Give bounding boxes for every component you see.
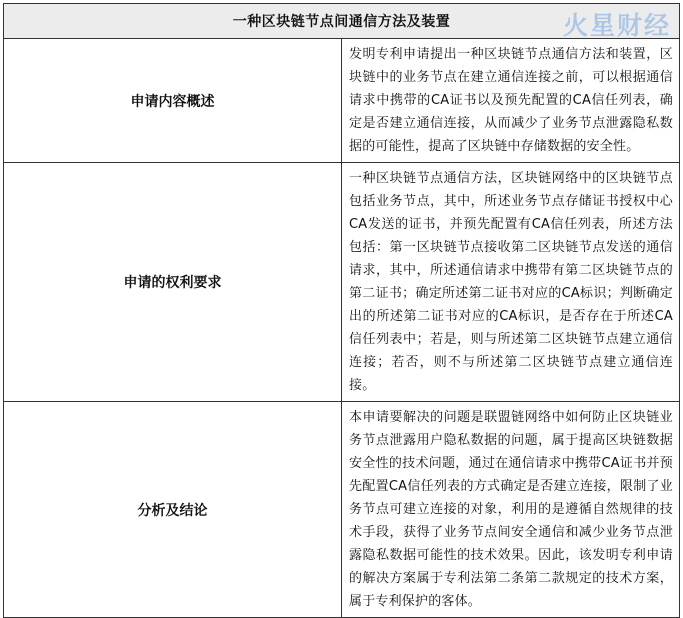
table-row: [4, 39, 680, 163]
table-title: 一种区块链节点间通信方法及装置: [4, 4, 680, 39]
row-text: 一种区块链节点通信方法，区块链网络中的区块链节点包括业务节点，其中，所述业务节点存储证书授权中心CA发送的证书，并预先配置有CA信任列表，所述方法包括：第一区块链节点接收第二区块链节点发送的通信请求，其中，所述通信请求中携带有第二区块链节点的第二证书；确定所述第二证书对应的CA标识；判断确定出的所述第二证书对应的CA标识，是否存在于所述CA信任列表中；若是，则与所述第二区块链节点建立通信连接；若否，则不与所述第二区块链节点建立通信连接。: [342, 163, 680, 402]
table-row: [4, 163, 680, 402]
row-label: 申请内容概述: [4, 39, 342, 163]
row-label: 申请的权利要求: [4, 163, 342, 402]
row-text: 本申请要解决的问题是联盟链网络中如何防止区块链业务节点泄露用户隐私数据的问题，属于提高区块链数据安全性的技术问题，通过在通信请求中携带CA证书并预先配置CA信任列表的方式确定是否建立连接，限制了业务节点可建立连接的对象，利用的是遵循自然规律的技术手段，获得了业务节点间安全通信和减少业务节点泄露隐私数据可能性的技术效果。因此，该发明专利申请的解决方案属于专利法第二条第二款规定的技术方案，属于专利保护的客体。: [342, 402, 680, 618]
row-label: 分析及结论: [4, 402, 342, 618]
table-row: [4, 402, 680, 618]
row-text: 发明专利申请提出一种区块链节点通信方法和装置，区块链中的业务节点在建立通信连接之前，可以根据通信请求中携带的CA证书以及预先配置的CA信任列表，确定是否建立通信连接，从而减少了业务节点泄露隐私数据的可能性，提高了区块链中存储数据的安全性。: [342, 39, 680, 163]
patent-summary-table: [3, 3, 680, 618]
watermark-logo: 火星财经: [562, 11, 671, 40]
